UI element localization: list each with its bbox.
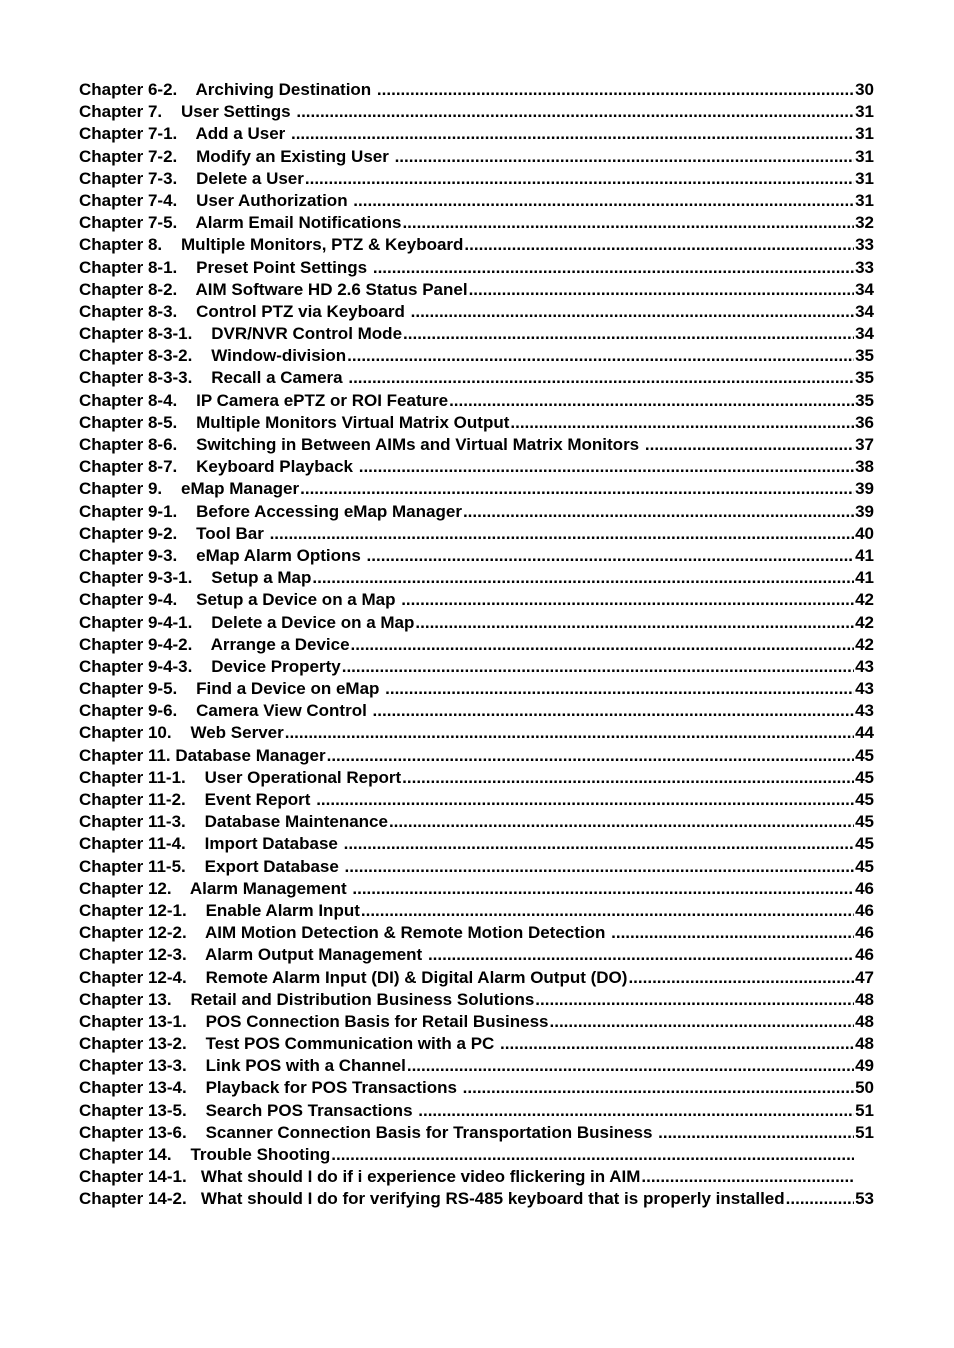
toc-entry[interactable]: [79, 722, 874, 744]
toc-entry-page-number: 34: [855, 279, 874, 299]
toc-entry[interactable]: [79, 390, 874, 412]
toc-dot-leader: [611, 922, 854, 944]
toc-dot-leader: [327, 745, 854, 767]
toc-entry-title: Chapter 7-2. Modify an Existing User: [79, 146, 394, 166]
toc-entry-page-number: 45: [855, 834, 874, 854]
toc-entry-page-number: 30: [855, 80, 874, 99]
toc-dot-leader: [270, 523, 855, 545]
toc-entry[interactable]: [79, 789, 874, 811]
toc-dot-leader: [342, 656, 854, 678]
toc-entry-title: Chapter 11-1. User Operational Report: [79, 767, 402, 787]
toc-entry-page-number: 37: [855, 435, 874, 454]
toc-entry[interactable]: [79, 811, 874, 833]
toc-entry-title: Chapter 9-2. Tool Bar: [79, 523, 269, 543]
toc-entry[interactable]: [79, 589, 874, 611]
toc-entry-title: Chapter 14-1. What should I do if i experience video flickering in AIM: [79, 1167, 641, 1187]
toc-dot-leader: [312, 567, 854, 589]
toc-entry[interactable]: [79, 279, 874, 301]
toc-entry[interactable]: [79, 1011, 874, 1033]
toc-entry-page-number: 34: [855, 324, 874, 344]
toc-dot-leader: [402, 212, 854, 234]
toc-entry-title: Chapter 8-3-1. DVR/NVR Control Mode: [79, 324, 403, 344]
toc-dot-leader: [361, 900, 854, 922]
toc-entry-page-number: 35: [855, 368, 874, 388]
toc-entry-title: Chapter 9-1. Before Accessing eMap Manager: [79, 501, 462, 521]
toc-entry-title: Chapter 9-4-2. Arrange a Device: [79, 634, 350, 654]
toc-dot-leader: [415, 612, 854, 634]
toc-dot-leader: [345, 856, 855, 878]
toc-entry[interactable]: [79, 412, 874, 434]
toc-entry[interactable]: [79, 123, 874, 145]
toc-entry-page-number: 45: [855, 856, 874, 876]
toc-dot-leader: [291, 123, 854, 145]
toc-dot-leader: [407, 1055, 854, 1077]
toc-entry[interactable]: [79, 678, 874, 700]
toc-dot-leader: [373, 257, 854, 279]
toc-entry-title: Chapter 8-3-3. Recall a Camera: [79, 368, 348, 388]
toc-entry[interactable]: [79, 944, 874, 966]
toc-entry-page-number: 31: [855, 102, 874, 122]
toc-dot-leader: [305, 168, 854, 190]
toc-dot-leader: [385, 678, 854, 700]
toc-dot-leader: [628, 967, 854, 989]
toc-entry-page-number: 50: [855, 1078, 874, 1098]
toc-dot-leader: [300, 478, 854, 500]
toc-entry-page-number: 35: [855, 390, 874, 410]
toc-entry-page-number: 48: [855, 1034, 874, 1054]
toc-entry-page-number: 43: [855, 656, 874, 676]
toc-entry-page-number: 45: [855, 812, 874, 832]
toc-entry-page-number: 46: [855, 945, 874, 965]
toc-entry-page-number: 48: [855, 1011, 874, 1031]
toc-dot-leader: [352, 878, 854, 900]
toc-entry-title: Chapter 8-5. Multiple Monitors Virtual Matrix Output: [79, 412, 510, 432]
toc-entry[interactable]: [79, 79, 874, 101]
toc-entry-title: Chapter 9-4. Setup a Device on a Map: [79, 590, 401, 610]
toc-entry-title: Chapter 8-3. Control PTZ via Keyboard: [79, 301, 410, 321]
toc-entry[interactable]: [79, 257, 874, 279]
toc-entry[interactable]: [79, 234, 874, 256]
toc-entry-title: Chapter 12-2. AIM Motion Detection & Remote Motion Detection: [79, 923, 611, 943]
toc-entry[interactable]: [79, 967, 874, 989]
toc-entry-title: Chapter 9-3. eMap Alarm Options: [79, 545, 366, 565]
toc-entry-page-number: 43: [855, 679, 874, 699]
toc-entry-title: Chapter 14. Trouble Shooting: [79, 1145, 331, 1164]
toc-dot-leader: [550, 1011, 855, 1033]
toc-entry-title: Chapter 11-2. Event Report: [79, 790, 316, 809]
toc-entry-page-number: 42: [855, 612, 874, 632]
toc-entry-title: Chapter 7-4. User Authorization: [79, 190, 353, 210]
toc-entry[interactable]: [79, 567, 874, 589]
toc-entry[interactable]: [79, 856, 874, 878]
toc-entry-title: Chapter 8-1. Preset Point Settings: [79, 257, 372, 277]
toc-dot-leader: [373, 700, 855, 722]
toc-entry-page-number: 45: [855, 767, 874, 787]
toc-entry-page-number: 33: [855, 235, 874, 255]
toc-dot-leader: [344, 833, 854, 855]
toc-dot-leader: [464, 234, 854, 256]
toc-entry[interactable]: [79, 434, 874, 456]
toc-entry-title: Chapter 13-2. Test POS Communication with a PC: [79, 1034, 500, 1054]
toc-entry-page-number: 42: [855, 590, 874, 610]
toc-entry[interactable]: [79, 1033, 874, 1055]
toc-entry[interactable]: [79, 612, 874, 634]
toc-entry-title: Chapter 6-2. Archiving Destination: [79, 80, 376, 99]
toc-entry-page-number: 35: [855, 346, 874, 366]
toc-entry[interactable]: [79, 301, 874, 323]
toc-entry[interactable]: [79, 634, 874, 656]
toc-dot-leader: [359, 456, 854, 478]
toc-entry-title: Chapter 9-4-3. Device Property: [79, 656, 341, 676]
table-of-contents: [79, 79, 874, 1211]
toc-entry-page-number: 39: [855, 479, 874, 499]
toc-entry-title: Chapter 12-4. Remote Alarm Input (DI) & Digital Alarm Output (DO): [79, 967, 628, 987]
toc-entry[interactable]: [79, 545, 874, 567]
toc-entry-title: Chapter 7. User Settings: [79, 102, 296, 122]
toc-entry-page-number: 33: [855, 257, 874, 277]
toc-dot-leader: [411, 301, 854, 323]
toc-entry-page-number: 38: [855, 457, 874, 477]
toc-dot-leader: [535, 989, 854, 1011]
toc-dot-leader: [351, 634, 855, 656]
toc-entry[interactable]: [79, 190, 874, 212]
toc-entry[interactable]: [79, 456, 874, 478]
toc-entry-page-number: 46: [855, 878, 874, 898]
toc-entry[interactable]: [79, 989, 874, 1011]
toc-entry[interactable]: [79, 523, 874, 545]
toc-entry[interactable]: [79, 922, 874, 944]
toc-entry-title: Chapter 7-3. Delete a User: [79, 168, 304, 188]
toc-entry-page-number: 31: [855, 190, 874, 210]
toc-dot-leader: [401, 589, 854, 611]
toc-entry-page-number: 45: [855, 790, 874, 809]
toc-entry-page-number: 43: [855, 701, 874, 721]
toc-entry[interactable]: [79, 833, 874, 855]
toc-entry-title: Chapter 12. Alarm Management: [79, 878, 352, 898]
toc-entry[interactable]: [79, 878, 874, 900]
toc-dot-leader: [285, 722, 854, 744]
toc-entry-page-number: 34: [855, 301, 874, 321]
toc-entry-title: Chapter 8-3-2. Window-division: [79, 346, 347, 366]
toc-dot-leader: [316, 789, 854, 811]
toc-entry-title: Chapter 8. Multiple Monitors, PTZ & Keyboard: [79, 235, 464, 255]
toc-entry-page-number: 42: [855, 634, 874, 654]
toc-entry[interactable]: [79, 1055, 874, 1077]
toc-entry-title: Chapter 8-4. IP Camera ePTZ or ROI Feature: [79, 390, 449, 410]
toc-entry[interactable]: [79, 1144, 874, 1166]
toc-dot-leader: [658, 1122, 854, 1144]
toc-entry-page-number: 53: [855, 1189, 874, 1209]
toc-dot-leader: [449, 390, 854, 412]
toc-entry[interactable]: [79, 745, 874, 767]
toc-entry-page-number: 51: [855, 1122, 874, 1142]
toc-entry-page-number: 41: [855, 568, 874, 588]
toc-entry-title: Chapter 13-4. Playback for POS Transactions: [79, 1078, 462, 1098]
toc-dot-leader: [403, 323, 854, 345]
toc-entry-title: Chapter 9. eMap Manager: [79, 479, 300, 499]
toc-entry-title: Chapter 13-1. POS Connection Basis for Retail Business: [79, 1011, 549, 1031]
toc-entry[interactable]: [79, 767, 874, 789]
toc-dot-leader: [331, 1144, 854, 1166]
toc-entry-title: Chapter 13. Retail and Distribution Business Solutions: [79, 989, 535, 1009]
toc-dot-leader: [500, 1033, 854, 1055]
toc-entry-page-number: 36: [855, 412, 874, 432]
toc-entry[interactable]: [79, 168, 874, 190]
toc-entry-page-number: 48: [855, 989, 874, 1009]
toc-entry-title: Chapter 11-4. Import Database: [79, 834, 343, 854]
toc-dot-leader: [402, 767, 854, 789]
toc-entry-title: Chapter 9-3-1. Setup a Map: [79, 568, 312, 588]
toc-entry[interactable]: [79, 1122, 874, 1144]
toc-entry[interactable]: [79, 478, 874, 500]
toc-entry-page-number: 31: [855, 124, 874, 144]
toc-entry-page-number: 51: [855, 1100, 874, 1120]
toc-dot-leader: [353, 190, 854, 212]
toc-entry-title: Chapter 7-5. Alarm Email Notifications: [79, 213, 402, 233]
toc-entry-title: Chapter 8-7. Keyboard Playback: [79, 457, 358, 477]
toc-dot-leader: [418, 1100, 854, 1122]
toc-dot-leader: [463, 1077, 854, 1099]
toc-entry[interactable]: [79, 101, 874, 123]
toc-dot-leader: [786, 1188, 854, 1210]
toc-entry[interactable]: [79, 1077, 874, 1099]
toc-entry-page-number: 49: [855, 1056, 874, 1076]
toc-entry[interactable]: [79, 146, 874, 168]
toc-entry-title: Chapter 9-4-1. Delete a Device on a Map: [79, 612, 415, 632]
toc-entry-page-number: 40: [855, 523, 874, 543]
toc-entry-page-number: 45: [855, 745, 874, 765]
toc-entry-title: Chapter 11-5. Export Database: [79, 856, 344, 876]
toc-dot-leader: [428, 944, 854, 966]
toc-entry[interactable]: [79, 1188, 874, 1210]
toc-entry-title: Chapter 10. Web Server: [79, 723, 284, 743]
toc-entry-page-number: 47: [855, 967, 874, 987]
toc-entry-page-number: 41: [855, 545, 874, 565]
toc-entry-title: Chapter 9-5. Find a Device on eMap: [79, 679, 385, 699]
toc-entry-page-number: 44: [855, 723, 874, 743]
toc-entry[interactable]: [79, 501, 874, 523]
toc-entry-title: Chapter 8-6. Switching in Between AIMs and Virtual Matrix Monitors: [79, 435, 644, 454]
toc-dot-leader: [463, 501, 854, 523]
toc-entry-title: Chapter 7-1. Add a User: [79, 124, 290, 144]
toc-dot-leader: [389, 811, 854, 833]
toc-entry[interactable]: [79, 345, 874, 367]
toc-dot-leader: [510, 412, 854, 434]
toc-entry-page-number: 39: [855, 501, 874, 521]
toc-entry[interactable]: [79, 212, 874, 234]
toc-dot-leader: [296, 101, 854, 123]
toc-entry[interactable]: [79, 656, 874, 678]
toc-dot-leader: [641, 1166, 854, 1188]
toc-entry-page-number: 46: [855, 923, 874, 943]
toc-dot-leader: [377, 79, 854, 101]
toc-entry-title: Chapter 13-6. Scanner Connection Basis for Transportation Business: [79, 1122, 658, 1142]
toc-entry-title: Chapter 12-1. Enable Alarm Input: [79, 900, 360, 920]
toc-dot-leader: [395, 146, 855, 168]
toc-entry-page-number: 46: [855, 900, 874, 920]
toc-dot-leader: [469, 279, 855, 301]
toc-entry[interactable]: [79, 900, 874, 922]
toc-entry[interactable]: [79, 1100, 874, 1122]
toc-entry-title: Chapter 13-3. Link POS with a Channel: [79, 1056, 406, 1076]
toc-entry-title: Chapter 11-3. Database Maintenance: [79, 812, 388, 832]
toc-dot-leader: [347, 345, 854, 367]
toc-entry[interactable]: [79, 323, 874, 345]
toc-entry-title: Chapter 12-3. Alarm Output Management: [79, 945, 427, 965]
toc-entry[interactable]: [79, 1166, 874, 1188]
toc-dot-leader: [645, 434, 854, 456]
toc-entry-title: Chapter 14-2. What should I do for verifying RS-485 keyboard that is properly installed: [79, 1189, 785, 1209]
toc-entry[interactable]: [79, 367, 874, 389]
toc-entry-page-number: 31: [855, 168, 874, 188]
toc-entry-page-number: 32: [855, 213, 874, 233]
toc-entry-title: Chapter 11. Database Manager: [79, 745, 326, 765]
toc-dot-leader: [348, 367, 854, 389]
toc-dot-leader: [367, 545, 855, 567]
toc-entry-title: Chapter 8-2. AIM Software HD 2.6 Status Panel: [79, 279, 468, 299]
toc-entry-page-number: 31: [855, 146, 874, 166]
toc-entry-title: Chapter 13-5. Search POS Transactions: [79, 1100, 418, 1120]
toc-entry[interactable]: [79, 700, 874, 722]
toc-entry-title: Chapter 9-6. Camera View Control: [79, 701, 372, 721]
